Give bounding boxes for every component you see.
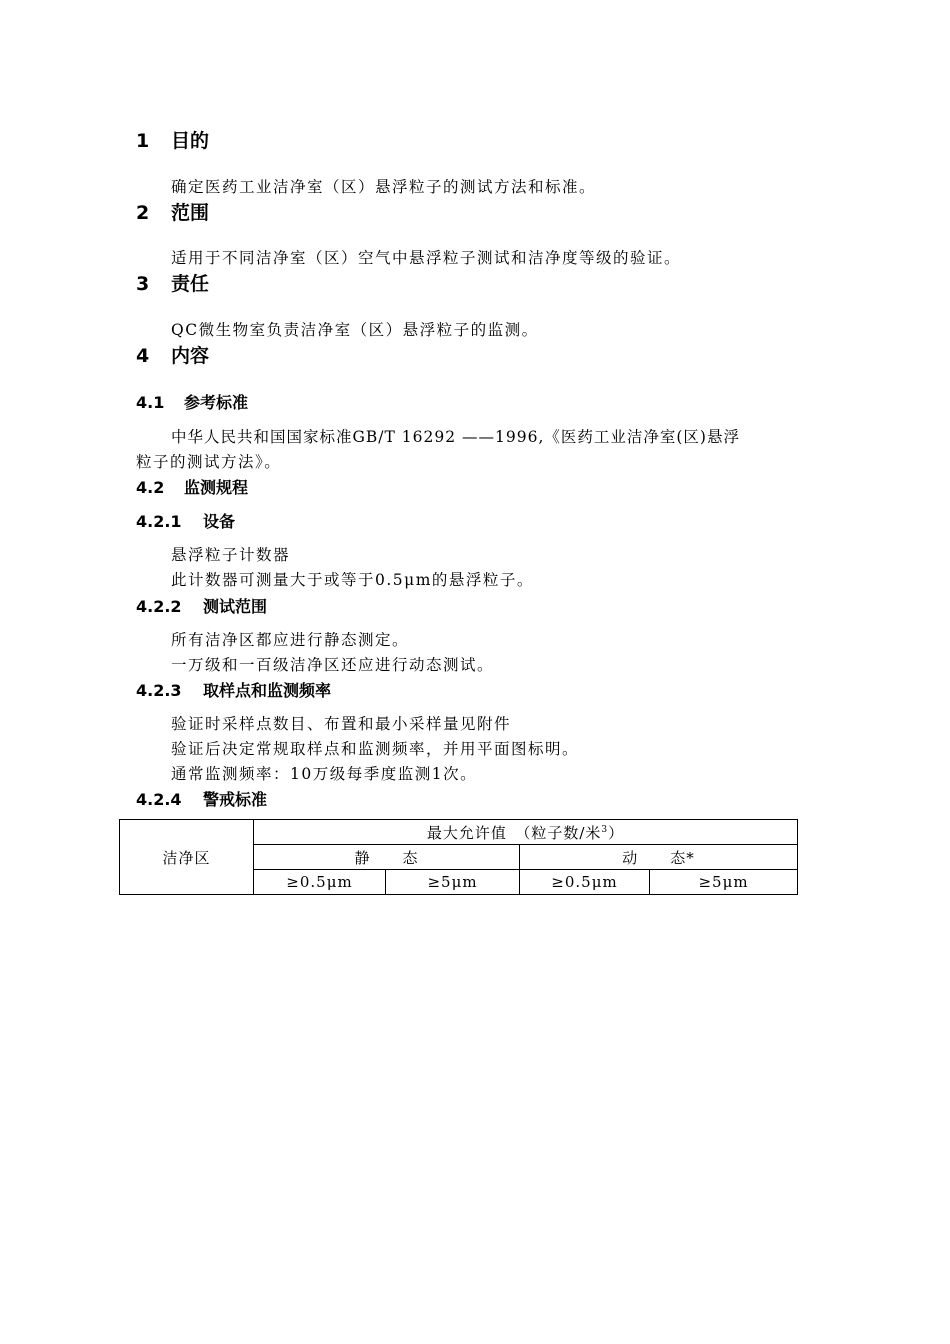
section-4-heading — [136, 341, 209, 368]
max-allowed-text: 最大允许值 （粒子数/米 — [426, 823, 602, 842]
table-cell: ≥5μm — [386, 870, 520, 895]
section-1-body: 确定医药工业洁净室（区）悬浮粒子的测试方法和标准。 — [171, 178, 597, 196]
section-3-heading — [136, 269, 209, 296]
section-number: 4.2.3 — [136, 681, 182, 700]
table-cell: ≥5μm — [650, 870, 798, 895]
section-title: 测试范围 — [203, 597, 268, 616]
sampling-line-3: 通常监测频率：10万级每季度监测1次。 — [171, 765, 478, 783]
section-2-heading — [136, 198, 209, 225]
section-number: 1 — [136, 130, 150, 152]
section-1-heading — [136, 126, 209, 153]
reference-line-2: 粒子的测试方法》。 — [136, 453, 282, 471]
section-title: 目的 — [171, 130, 210, 152]
section-4-2-4-heading — [136, 787, 267, 810]
section-number: 4.2 — [136, 478, 165, 497]
section-2-body: 适用于不同洁净室（区）空气中悬浮粒子测试和洁净度等级的验证。 — [171, 249, 682, 267]
table-row — [120, 820, 798, 845]
table-cell: ≥0.5μm — [254, 870, 386, 895]
dynamic-header: 动 态* — [520, 845, 798, 870]
equipment-line-2: 此计数器可测量大于或等于0.5μm的悬浮粒子。 — [171, 571, 534, 589]
section-title: 警戒标准 — [203, 790, 268, 809]
equipment-line-1: 悬浮粒子计数器 — [171, 546, 291, 564]
section-number: 2 — [136, 202, 150, 224]
section-title: 参考标准 — [184, 393, 249, 412]
clean-area-header: 洁净区 — [120, 820, 254, 895]
static-header: 静 态 — [254, 845, 520, 870]
section-4-2-3-heading — [136, 678, 331, 701]
section-number: 4.2.4 — [136, 790, 182, 809]
section-4-2-2-heading — [136, 594, 267, 617]
section-number: 3 — [136, 273, 150, 295]
section-title: 内容 — [171, 345, 210, 367]
sampling-line-2: 验证后决定常规取样点和监测频率，并用平面图标明。 — [171, 740, 580, 758]
section-4-2-heading — [136, 475, 248, 498]
section-4-2-1-heading — [136, 509, 235, 532]
table-cell: ≥0.5μm — [520, 870, 650, 895]
section-title: 设备 — [203, 512, 236, 531]
alert-standard-table — [119, 819, 798, 895]
section-title: 取样点和监测频率 — [203, 681, 332, 700]
max-allowed-header — [254, 820, 798, 845]
superscript-3: 3 — [601, 824, 609, 835]
section-number: 4.2.1 — [136, 512, 182, 531]
section-title: 监测规程 — [184, 478, 249, 497]
scope-line-1: 所有洁净区都应进行静态测定。 — [171, 631, 410, 649]
section-number: 4.1 — [136, 393, 165, 412]
scope-line-2: 一万级和一百级洁净区还应进行动态测试。 — [171, 656, 495, 674]
section-number: 4.2.2 — [136, 597, 182, 616]
section-3-body: QC微生物室负责洁净室（区）悬浮粒子的监测。 — [171, 321, 539, 339]
reference-line-1: 中华人民共和国国家标准GB/T 16292 ——1996,《医药工业洁净室(区)悬浮 — [171, 428, 740, 446]
section-number: 4 — [136, 345, 150, 367]
max-allowed-close: ） — [608, 823, 625, 842]
sampling-line-1: 验证时采样点数目、布置和最小采样量见附件 — [171, 715, 512, 733]
section-4-1-heading — [136, 390, 248, 413]
section-title: 责任 — [171, 273, 210, 295]
section-title: 范围 — [171, 202, 210, 224]
